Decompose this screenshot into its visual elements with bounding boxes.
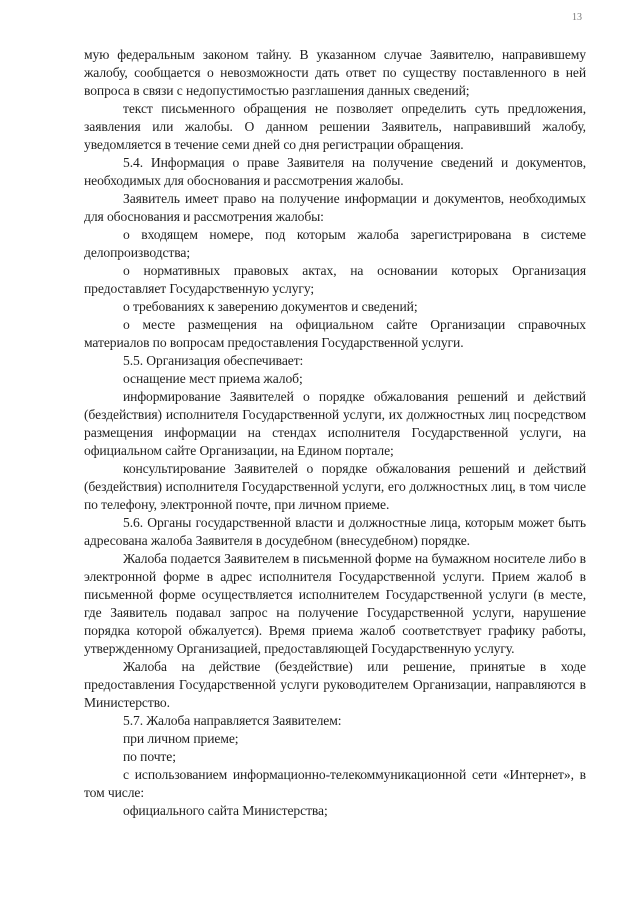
page-number: 13 [572,12,582,23]
paragraph-continuation: мую федеральным законом тайну. В указанном случае Заявителю, направившему жалобу, сообщается о невозможности дать ответ по существу поставленного в ней вопроса в связи с недопустимостью разглашения данных сведений; [84,47,586,98]
list-item: о нормативных правовых актах, на основании которых Организация предоставляет Государственную услугу; [84,263,586,296]
list-item: о входящем номере, под которым жалоба зарегистрирована в системе делопроизводства; [84,227,586,260]
list-item: консультирование Заявителей о порядке обжалования решений и действий (бездействия) исполнителя Государственной услуги, его должностных лиц, в том числе по телефону, электронной почте, при личном приеме. [84,461,586,512]
list-item: с использованием информационно-телекоммуникационной сети «Интернет», в том числе: [84,767,586,800]
list-item: оснащение мест приема жалоб; [123,371,303,386]
paragraph-section-5-6: 5.6. Органы государственной власти и должностные лица, которым может быть адресована жалоба Заявителя в досудебном (внесудебном) порядке. [84,515,586,548]
paragraph: Жалоба на действие (бездействие) или решение, принятые в ходе предоставления Государственной услуги руководителем Организации, направляются в Министерство. [84,659,586,710]
list-item: официального сайта Министерства; [123,803,328,818]
list-item: о требованиях к заверению документов и сведений; [123,299,418,314]
paragraph: текст письменного обращения не позволяет определить суть предложения, заявления или жалобы. О данном решении Заявитель, направивший жалобу, уведомляется в течение семи дней со дня регистрации обращения. [84,101,586,152]
paragraph: Жалоба подается Заявителем в письменной форме на бумажном носителе либо в электронной форме в адрес исполнителя Государственной услуги. Прием жалоб в письменной форме осуществляется исполнителем Государственной услуги (в месте, где Заявитель подавал запрос на получение Государственной услуги, нарушение порядка которой обжалуется). Время приема жалоб соответствует графику работы, утвержденному Организацией, предоставляющей Государственную услугу. [84,551,586,656]
list-item: информирование Заявителей о порядке обжалования решений и действий (бездействия) исполнителя Государственной услуги, их должностных лиц посредством размещения информации на стендах исполнителя Государственной услуги, на официальном сайте Организации, на Едином портале; [84,389,586,458]
list-item: при личном приеме; [123,731,239,746]
document-body [84,46,586,820]
list-item: о месте размещения на официальном сайте Организации справочных материалов по вопросам предоставления Государственной услуги. [84,317,586,350]
paragraph: Заявитель имеет право на получение информации и документов, необходимых для обоснования и рассмотрения жалобы: [84,191,586,224]
paragraph-section-5-5: 5.5. Организация обеспечивает: [123,353,304,368]
paragraph-section-5-7: 5.7. Жалоба направляется Заявителем: [123,713,342,728]
paragraph-section-5-4: 5.4. Информация о праве Заявителя на получение сведений и документов, необходимых для обоснования и рассмотрения жалобы. [84,155,586,188]
list-item: по почте; [123,749,176,764]
